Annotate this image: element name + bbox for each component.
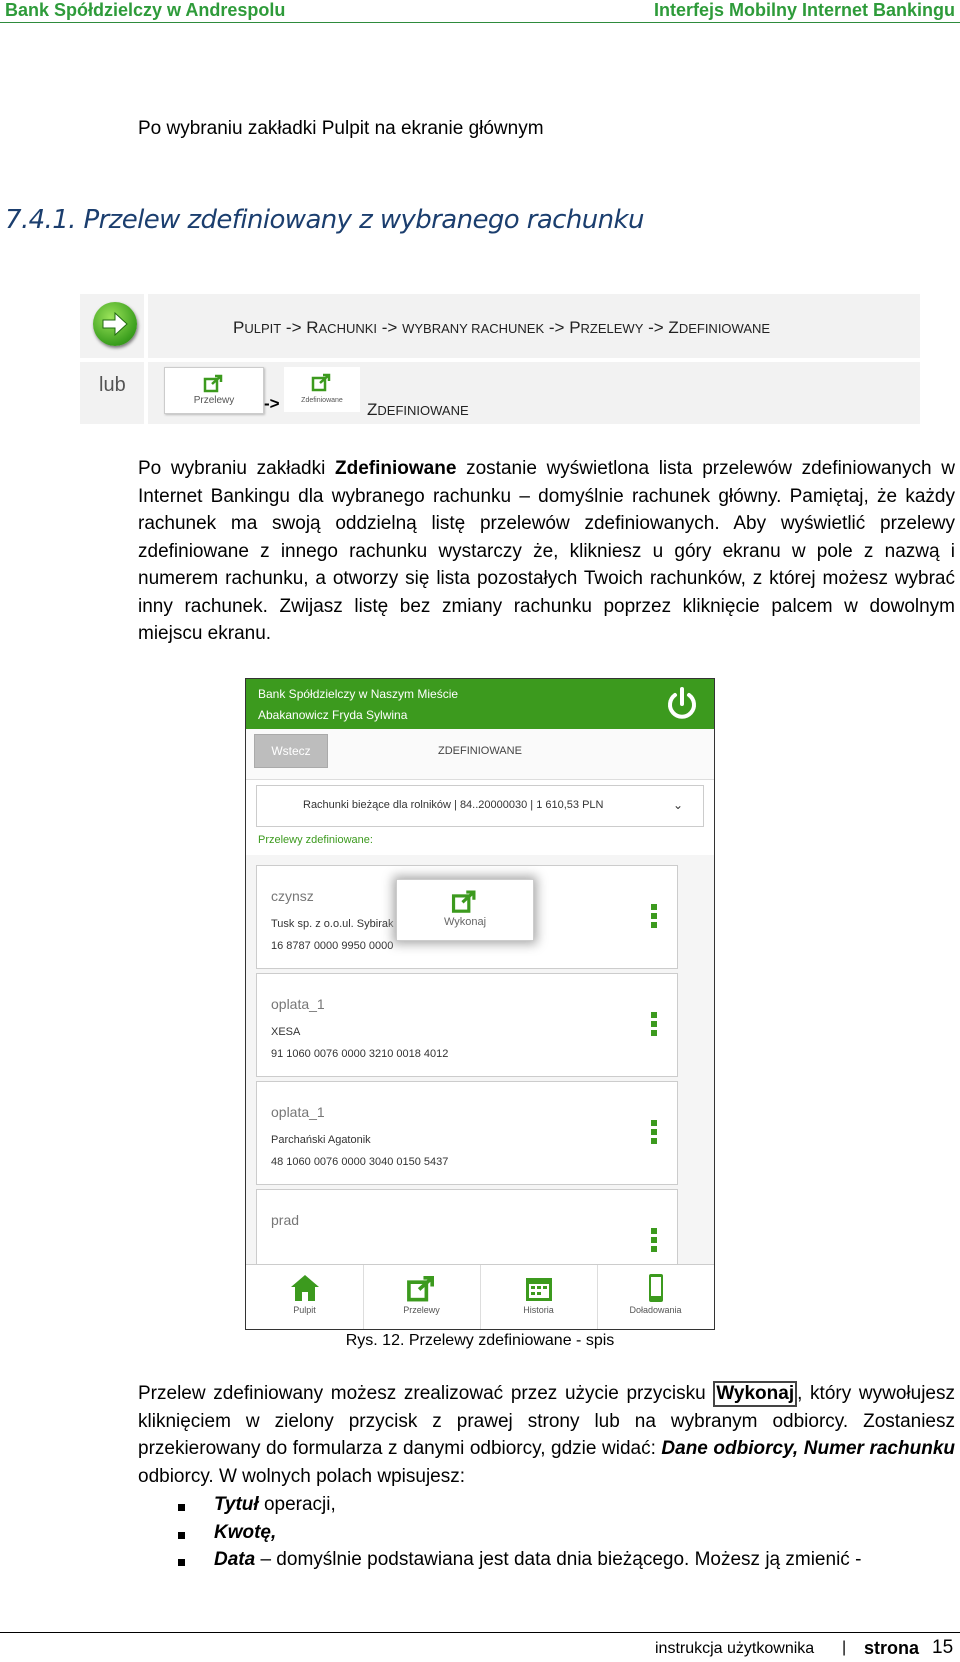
green-arrow-icon: [93, 302, 137, 346]
transfer-card[interactable]: [256, 1081, 678, 1185]
chevron-down-icon: ⌄: [673, 798, 684, 812]
field-list: [170, 1494, 950, 1577]
execute-paragraph: Przelew zdefiniowany możesz zrealizować przez użycie przycisku Wykonaj , który wywołujesz kliknięciem w zielony przycisk z prawej strony lub na wybranym odbiorcy. Zostaniesz przekierowany do formularza z danymi odbiorcy, gdzie widać: Dane odbiorcy, Numer rachunku odbiorcy. W wolnych polach wpisujesz:: [138, 1383, 955, 1487]
transfer-account: 16 8787 0000 9950 0000: [271, 940, 394, 952]
transfer-recipient: Parchański Agatonik: [271, 1134, 371, 1146]
footer-page-word: strona: [864, 1638, 920, 1658]
transfer-account: 48 1060 0076 0000 3040 0150 5437: [271, 1156, 449, 1168]
przelewy-button-image: Przelewy: [164, 367, 264, 414]
transfer-card[interactable]: [256, 973, 678, 1077]
list-label: Przelewy zdefiniowane:: [258, 834, 373, 846]
wykonaj-popup-button[interactable]: Wykonaj: [396, 879, 534, 941]
nav-przelewy[interactable]: Przelewy: [363, 1265, 481, 1330]
transfer-icon: [406, 1273, 438, 1303]
footer-label: instrukcja użytkownika: [655, 1640, 815, 1657]
page-header: [0, 0, 960, 23]
bottom-navigation: [246, 1264, 714, 1330]
path-text-cell: [148, 294, 920, 358]
back-button[interactable]: Wstecz: [254, 734, 328, 768]
transfer-icon: [203, 373, 225, 393]
nav-doladowania[interactable]: Doładowania: [597, 1265, 714, 1330]
zdefiniowane-path-label: ZDEFINIOWANE: [367, 400, 469, 419]
account-select-value: Rachunki bieżące dla rolników | 84..20000030 | 1 610,53 PLN: [303, 799, 604, 811]
transfer-account: 91 1060 0076 0000 3210 0018 4012: [271, 1048, 449, 1060]
header-bank-name: Bank Spółdzielczy w Andrespolu: [5, 0, 286, 20]
more-menu-icon[interactable]: [651, 904, 657, 931]
section-title: 7.4.1. Przelew zdefiniowany z wybranego rachunku: [5, 205, 644, 235]
list-item: Data – domyślnie podstawiana jest data dnia bieżącego. Możesz ją zmienić -: [170, 1549, 950, 1577]
list-item: Kwotę,: [170, 1522, 950, 1550]
mobile-screenshot: [245, 678, 715, 1330]
list-item: Tytuł operacji,: [170, 1494, 950, 1522]
account-select[interactable]: [256, 785, 704, 827]
app-header: [246, 679, 714, 729]
path-arrow: ->: [264, 394, 280, 413]
navigation-path-box: [80, 294, 920, 424]
app-user-name: Abakanowicz Fryda Sylwina: [258, 708, 408, 722]
zdefiniowane-button-image: Zdefiniowane: [284, 367, 360, 412]
more-menu-icon[interactable]: [651, 1012, 657, 1039]
transfer-name: oplata_1: [271, 996, 325, 1012]
power-icon[interactable]: [662, 684, 702, 724]
transfer-name: prad: [271, 1212, 300, 1228]
nav-pulpit[interactable]: Pulpit: [246, 1265, 364, 1330]
intro-text: Po wybraniu zakładki Pulpit na ekranie głównym: [138, 118, 544, 139]
tab-title: ZDEFINIOWANE: [438, 745, 522, 757]
path-icon-cell: [80, 294, 144, 358]
page-footer: [0, 1632, 960, 1662]
app-bank-name: Bank Spółdzielczy w Naszym Mieście: [258, 687, 459, 701]
lub-cell: [80, 362, 144, 424]
transfer-icon: [451, 888, 479, 914]
more-menu-icon[interactable]: [651, 1228, 657, 1255]
lub-label: lub: [99, 374, 126, 396]
header-doc-title: Interfejs Mobilny Internet Bankingu: [653, 0, 955, 20]
home-icon: [289, 1273, 321, 1303]
figure-caption: Rys. 12. Przelewy zdefiniowane - spis: [345, 1332, 615, 1349]
navigation-path: PULPIT -> RACHUNKI -> WYBRANY RACHUNEK -> PRZELEWY -> ZDEFINIOWANE: [233, 318, 771, 337]
footer-separator: |: [842, 1639, 847, 1656]
transfer-recipient: Tusk sp. z o.o.ul. Sybirak: [271, 918, 394, 930]
page-number: 15: [932, 1637, 954, 1658]
wykonaj-inline-label: Wykonaj: [713, 1381, 797, 1407]
more-menu-icon[interactable]: [651, 1120, 657, 1147]
nav-historia[interactable]: Historia: [480, 1265, 598, 1330]
transfer-icon: [311, 372, 333, 392]
transfer-name: oplata_1: [271, 1104, 325, 1120]
calendar-icon: [523, 1273, 555, 1303]
transfer-name: czynsz: [271, 888, 314, 904]
phone-icon: [640, 1273, 672, 1303]
transfer-recipient: XESA: [271, 1026, 301, 1038]
description-paragraph: Po wybraniu zakładki Zdefiniowane zostanie wyświetlona lista przelewów zdefiniowanych w Internet Bankingu dla wybranego rachunku – domyślnie rachunek główny. Pamiętaj, że każdy rachunek ma swoją oddzielną listę przelewów zdefiniowanych. Aby wyświetlić przelewy zdefiniowane z innego rachunku wystarczy że, klikniesz u góry ekranu w pole z nazwą i numerem rachunku, a otworzy się lista pozostałych Twoich rachunków, z której możesz wybrać inny rachunek. Zwijasz listę bez zmiany rachunku poprzez kliknięcie palcem w dowolnym miejscu ekranu.: [138, 458, 955, 644]
